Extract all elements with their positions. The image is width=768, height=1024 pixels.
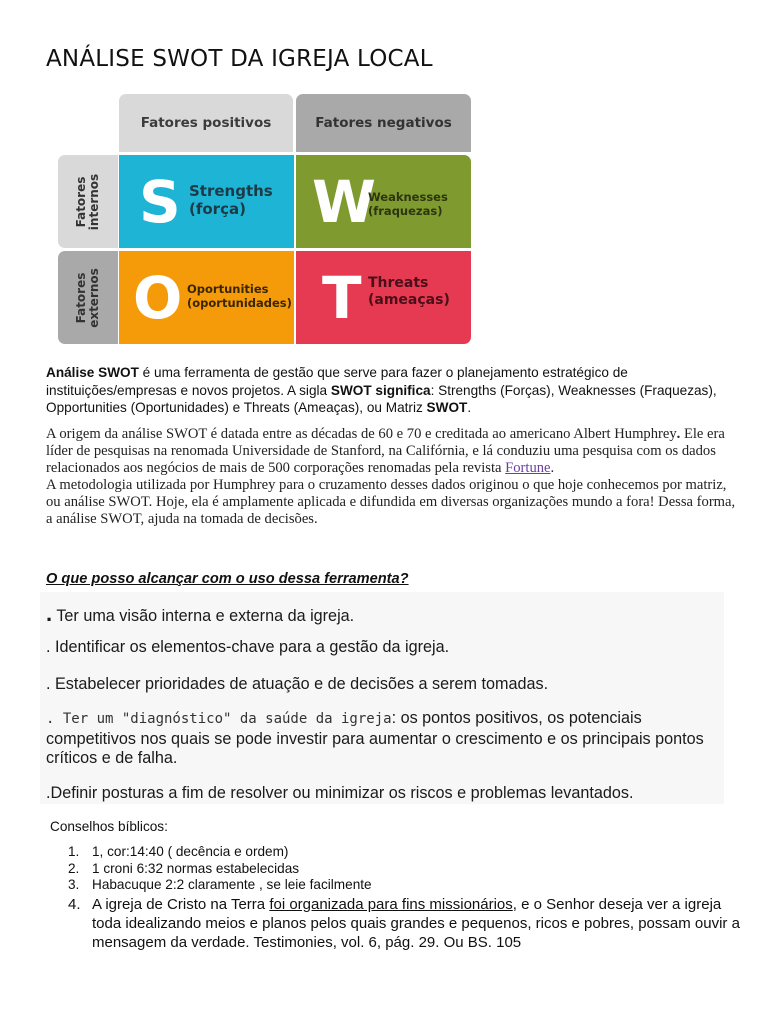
biblical-references-list: [0, 844, 740, 952]
biblical-advice-heading: Conselhos bíblicos:: [50, 819, 168, 834]
weaknesses-letter: W: [312, 168, 376, 236]
strengths-cell: [119, 155, 294, 248]
side-internal-factors: [58, 155, 118, 248]
question-heading: O que posso alcançar com o uso dessa ferramenta?: [46, 571, 409, 587]
threats-cell: [296, 251, 471, 344]
benefit-item: . Estabelecer prioridades de atuação e de decisões a serem tomadas.: [46, 675, 549, 693]
opportunities-text: [187, 283, 292, 311]
list-number: 3.: [68, 877, 80, 892]
benefits-box: [40, 592, 724, 804]
weaknesses-translation: (fraquezas): [368, 203, 443, 218]
benefit-item: [46, 601, 716, 627]
benefit-text: : os pontos positivos, os potenciais competitivos nos quais se pode investir para aumentar o crescimento e os principais pontos críticos e de falha.: [46, 709, 704, 767]
list-number: 4.: [68, 895, 81, 913]
strengths-translation: (força): [189, 200, 246, 218]
header-negative-factors: Fatores negativos: [296, 94, 471, 152]
reference-text: Habacuque 2:2 claramente , se leie facilmente: [92, 877, 372, 892]
opportunities-translation: (oportunidades): [187, 295, 292, 310]
bold-swot: SWOT: [426, 400, 468, 415]
strengths-text: [189, 182, 273, 218]
list-item: [0, 877, 740, 894]
reference-text: 1, cor:14:40 ( decência e ordem): [92, 844, 289, 859]
side-internal-label: Fatores internos: [74, 173, 101, 230]
list-item: [0, 861, 740, 878]
text-segment: é uma ferramenta de gestão que serve para fazer o planejamento estratégico de instituições/empresas e novos projetos. A sigla: [46, 365, 628, 398]
swot-definition-paragraph: [46, 364, 726, 417]
bullet-dot: .: [46, 601, 53, 626]
bold-swot-significa: SWOT significa: [330, 382, 431, 398]
list-item: [0, 844, 740, 861]
text-segment: .: [550, 460, 555, 476]
threats-text: [368, 275, 450, 309]
benefit-item: .Definir posturas a fim de resolver ou minimizar os riscos e problemas levantados.: [46, 784, 634, 802]
page-title: ANÁLISE SWOT DA IGREJA LOCAL: [46, 46, 433, 72]
threats-translation: (ameaças): [368, 291, 450, 308]
weaknesses-cell: [296, 155, 471, 248]
reference-text: 1 croni 6:32 normas estabelecidas: [92, 860, 300, 876]
bold-period: .: [676, 426, 681, 442]
opportunities-letter: O: [133, 264, 183, 332]
threats-letter: T: [322, 264, 362, 332]
list-number: 1.: [68, 844, 80, 859]
benefit-item: [46, 709, 716, 769]
benefit-item: . Identificar os elementos-chave para a gestão da igreja.: [46, 638, 450, 656]
list-item: [0, 895, 740, 952]
opportunities-cell: [119, 251, 294, 344]
weaknesses-text: [368, 191, 448, 219]
strengths-letter: S: [139, 168, 181, 236]
fortune-link[interactable]: Fortune: [505, 460, 551, 476]
benefit-text: Ter uma visão interna e externa da igreja.: [52, 607, 355, 625]
text-segment: A metodologia utilizada por Humphrey para o cruzamento desses dados originou o que hoje conhecemos por matriz, ou análise SWOT. Hoje, ela é amplamente aplicada e difundida em diversas organizações mundo a fora! Dessa forma, a análise SWOT, ajuda na tomada de decisões.: [46, 477, 736, 527]
opportunities-label: Oportunities: [187, 282, 269, 296]
reference-text: , e o Senhor deseja ver a igreja toda idealizando meios e planos pelos quais grandes e pequenos, ricos e pobres, possam ouvir a mensagem da verdade. Testimonies, vol. 6, pág. 29. Ou BS. 105: [92, 895, 740, 951]
text-segment: : Strengths (Forças), Weaknesses (Fraquezas), Opportunities (Oportunidades) e Threats (Ameaças), ou Matriz: [46, 382, 717, 415]
swot-origin-paragraph: [46, 426, 736, 528]
benefit-text-mono: . Ter um "diagnóstico" da saúde da igreja: [46, 711, 392, 727]
threats-label: Threats: [368, 275, 429, 291]
swot-matrix: [56, 94, 472, 346]
text-segment: .: [467, 400, 472, 415]
underlined-text: foi organizada para fins missionários: [269, 895, 513, 913]
bold-analise-swot: Análise SWOT: [46, 365, 139, 380]
list-number: 2.: [68, 860, 80, 876]
reference-text: A igreja de Cristo na Terra: [92, 895, 270, 913]
side-external-factors: [58, 251, 118, 344]
text-segment: Ele era líder de pesquisas na renomada Universidade de Stanford, na Califórnia, e lá conduziu uma pesquisa com os dados relacionados aos negócios de mais de 500 corporações renomadas pela revista: [46, 426, 725, 476]
side-external-label: Fatores externos: [74, 267, 101, 328]
text-segment: A origem da análise SWOT é datada entre as décadas de 60 e 70 e creditada ao americano Albert Humphrey: [46, 426, 677, 442]
weaknesses-label: Weaknesses: [368, 190, 448, 204]
header-positive-factors: Fatores positivos: [119, 94, 293, 152]
strengths-label: Strengths: [189, 182, 273, 200]
